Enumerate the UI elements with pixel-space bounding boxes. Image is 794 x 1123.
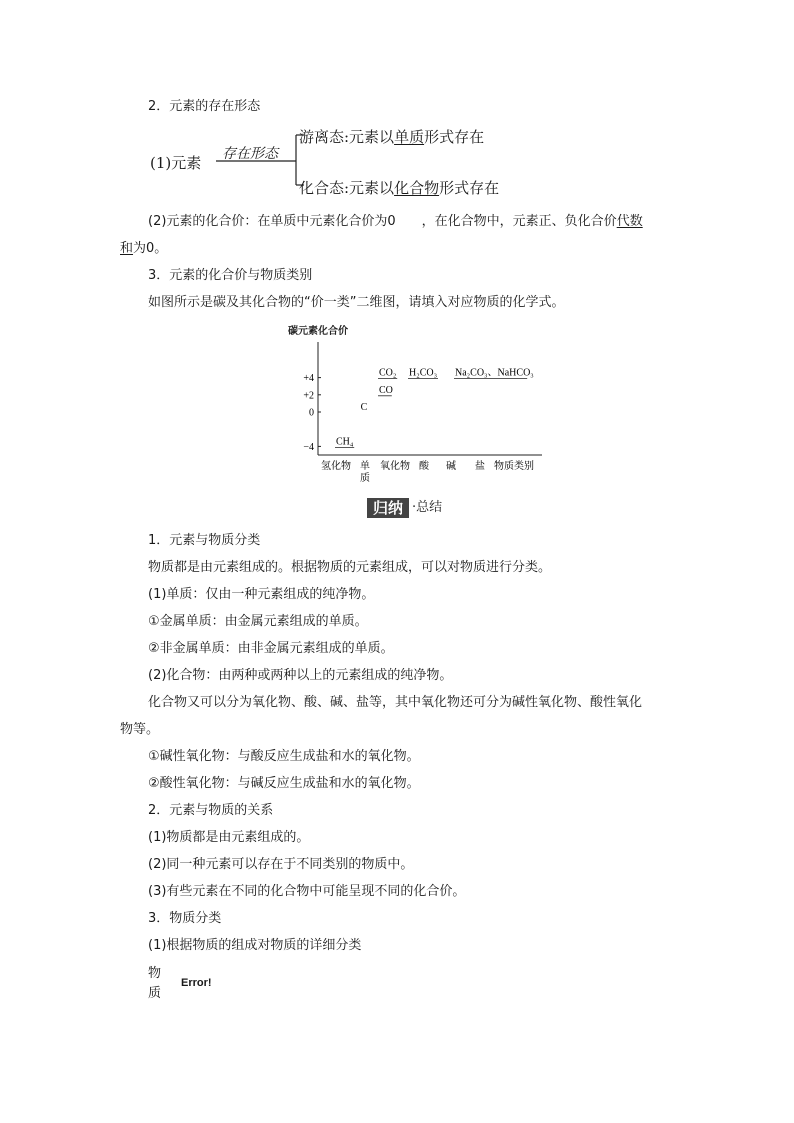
data-point-label: H₂CO₃ — [409, 367, 438, 379]
brace-lead: (1)元素 — [150, 154, 202, 172]
x-tick-label: 酸 — [419, 461, 429, 472]
blank-answer: 和 — [120, 241, 134, 256]
data-point-label: Na₂CO₃、NaHCO₃ — [455, 367, 534, 379]
y-tick-label: +2 — [303, 390, 314, 402]
x-tick-label: 单 — [360, 461, 370, 472]
paragraph: ①金属单质：由金属元素组成的单质。 — [148, 614, 368, 629]
paragraph: (3)有些元素在不同的化合物中可能呈现不同的化合价。 — [148, 884, 466, 899]
data-point-label: C — [360, 402, 368, 413]
paragraph-valence-cont: 和为0。 — [120, 241, 168, 256]
paragraph: ②酸性氧化物：与碱反应生成盐和水的氧化物。 — [148, 776, 420, 791]
section-heading-relation: 2．元素与物质的关系 — [148, 803, 274, 818]
summary-badge-sub: ·总结 — [412, 500, 443, 515]
x-tick-label: 氧化物 — [380, 461, 410, 472]
x-tick-label: 质 — [360, 473, 370, 484]
data-point-label: CH₄ — [336, 436, 354, 448]
error-text: Error! — [181, 977, 212, 989]
paragraph: ①碱性氧化物：与酸反应生成盐和水的氧化物。 — [148, 749, 420, 764]
chart-intro: 如图所示是碳及其化合物的“价一类”二维图，请填入对应物质的化学式。 — [148, 295, 565, 310]
y-tick-label: 0 — [309, 407, 314, 419]
section-heading-valence-class: 3．元素的化合价与物质类别 — [148, 268, 313, 283]
paragraph-cont: 物等。 — [120, 722, 160, 737]
branch-compound-state: 化合态:元素以化合物形式存在 — [299, 179, 500, 197]
paragraph: (1)单质：仅由一种元素组成的纯净物。 — [148, 587, 375, 602]
data-point-label: CO — [379, 384, 393, 396]
x-tick-label: 氢化物 — [321, 461, 351, 472]
data-point-label: CO₂ — [379, 367, 397, 379]
vertical-char: 质 — [148, 986, 162, 1001]
x-tick-label: 碱 — [446, 461, 456, 472]
section-heading-element-class: 1．元素与物质分类 — [148, 533, 261, 548]
brace-connector-label: 存在形态 — [222, 146, 278, 162]
y-tick-label: +4 — [303, 373, 314, 385]
section-heading-classification: 3．物质分类 — [148, 911, 222, 926]
summary-badge: 归纳 — [367, 498, 409, 518]
paragraph-valence: (2)元素的化合价：在单质中元素化合价为0 ，在化合物中，元素正、负化合价代数 — [148, 214, 643, 229]
branch-free-state: 游离态:元素以单质形式存在 — [299, 128, 485, 146]
blank-answer: 化合物 — [394, 179, 440, 197]
paragraph: (2)化合物：由两种或两种以上的元素组成的纯净物。 — [148, 668, 453, 683]
paragraph: ②非金属单质：由非金属元素组成的单质。 — [148, 641, 394, 656]
y-tick-label: −4 — [303, 441, 314, 453]
vertical-char: 物 — [148, 966, 162, 981]
section-heading-existence: 2．元素的存在形态 — [148, 99, 261, 114]
paragraph: (1)物质都是由元素组成的。 — [148, 830, 310, 845]
x-axis-label: 物质类别 — [494, 461, 534, 472]
x-tick-label: 盐 — [475, 461, 485, 472]
paragraph: 物质都是由元素组成的。根据物质的元素组成，可以对物质进行分类。 — [148, 560, 552, 575]
blank-answer: 单质 — [394, 128, 425, 146]
valence-class-chart — [280, 322, 560, 487]
blank-answer: 代数 — [616, 214, 643, 229]
paragraph: (1)根据物质的组成对物质的详细分类 — [148, 938, 362, 953]
chart-title: 碳元素化合价 — [288, 326, 348, 337]
paragraph: 化合物又可以分为氧化物、酸、碱、盐等，其中氧化物还可分为碱性氧化物、酸性氧化 — [148, 695, 643, 710]
paragraph: (2)同一种元素可以存在于不同类别的物质中。 — [148, 857, 414, 872]
